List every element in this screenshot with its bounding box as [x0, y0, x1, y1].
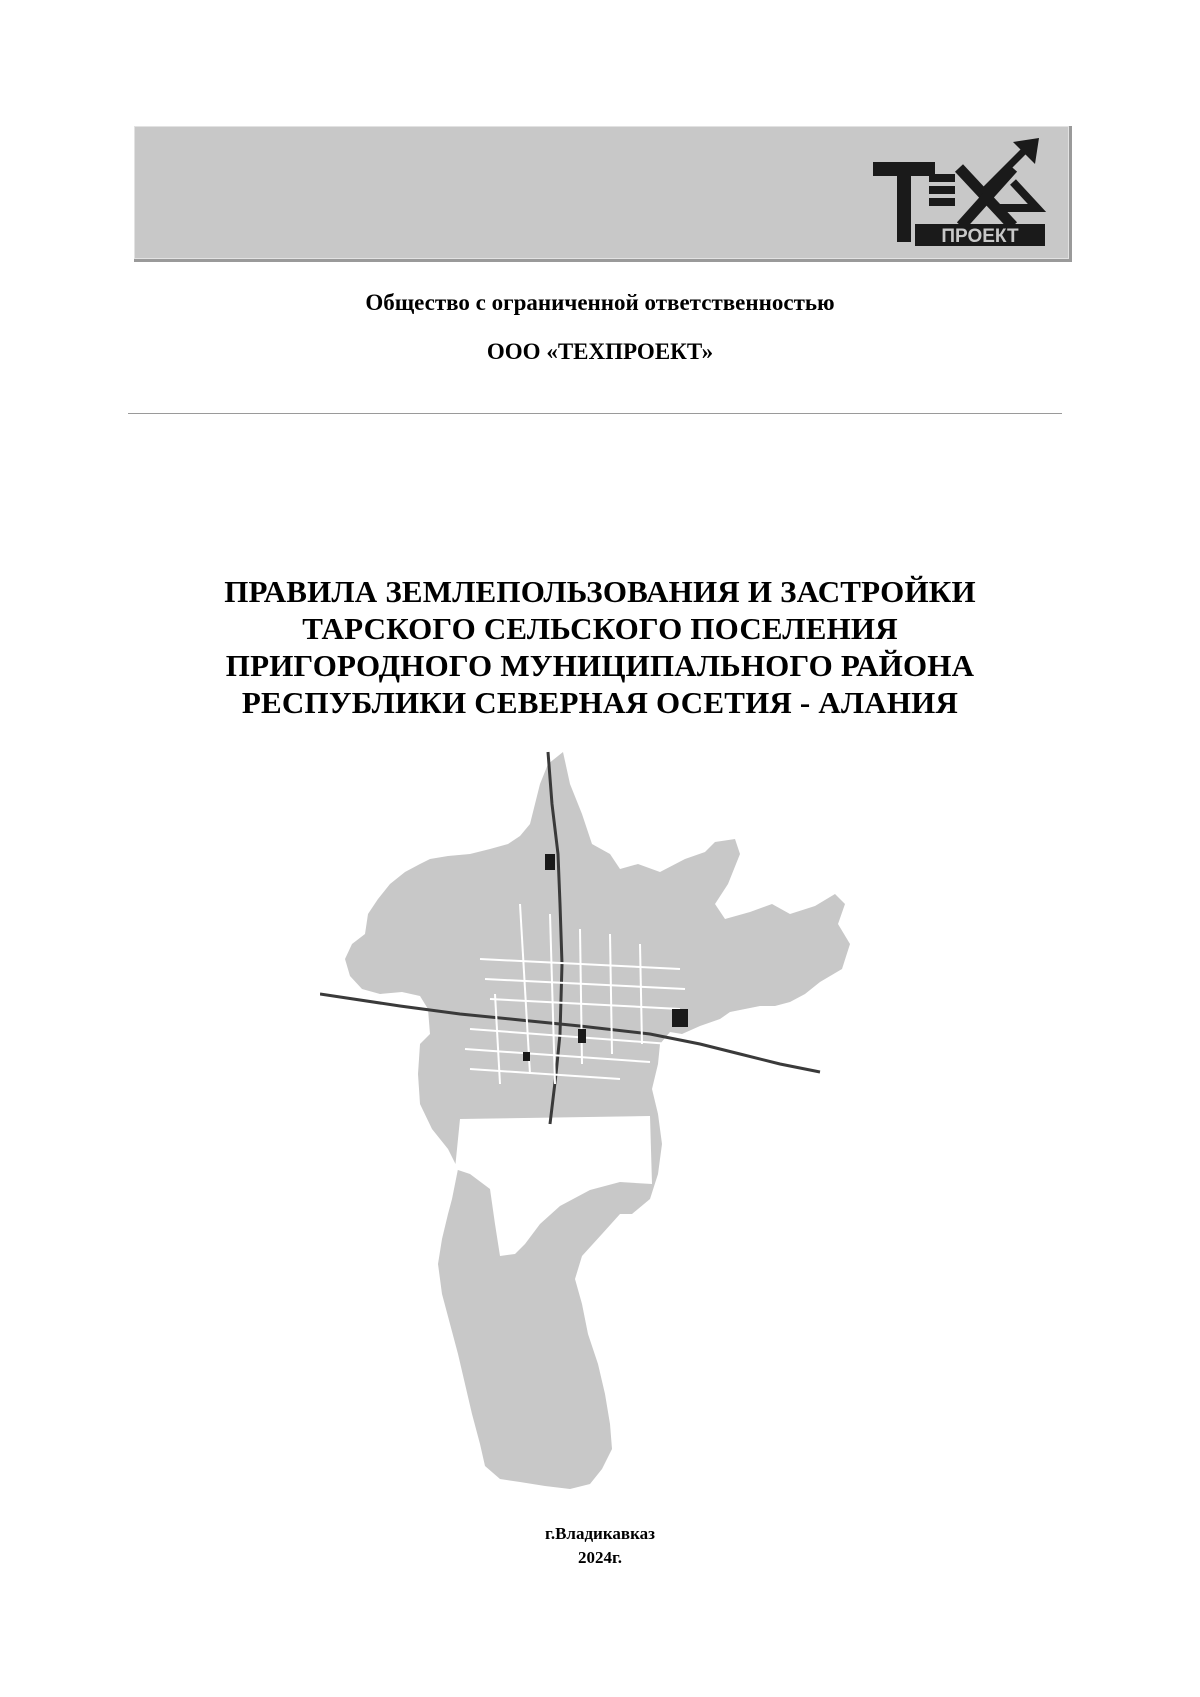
title-line: ПРАВИЛА ЗЕМЛЕПОЛЬЗОВАНИЯ И ЗАСТРОЙКИ	[224, 574, 976, 609]
footer-city: г.Владикавказ	[545, 1524, 655, 1543]
title-line: ТАРСКОГО СЕЛЬСКОГО ПОСЕЛЕНИЯ	[302, 611, 898, 646]
header-divider	[128, 413, 1062, 414]
document-title	[0, 573, 1200, 721]
header-banner	[134, 126, 1072, 262]
texproekt-logo-icon	[863, 134, 1053, 250]
footer-year: 2024г.	[577, 1548, 623, 1567]
title-line: ПРИГОРОДНОГО МУНИЦИПАЛЬНОГО РАЙОНА	[225, 648, 975, 683]
company-short-name: ООО «ТЕХПРОЕКТ»	[486, 339, 714, 364]
company-full-name: Общество с ограниченной ответственностью	[365, 290, 835, 315]
title-line: РЕСПУБЛИКИ СЕВЕРНАЯ ОСЕТИЯ - АЛАНИЯ	[241, 685, 959, 720]
settlement-map-icon	[320, 744, 920, 1519]
svg-text:ПРОЕКТ: ПРОЕКТ	[941, 226, 1019, 247]
